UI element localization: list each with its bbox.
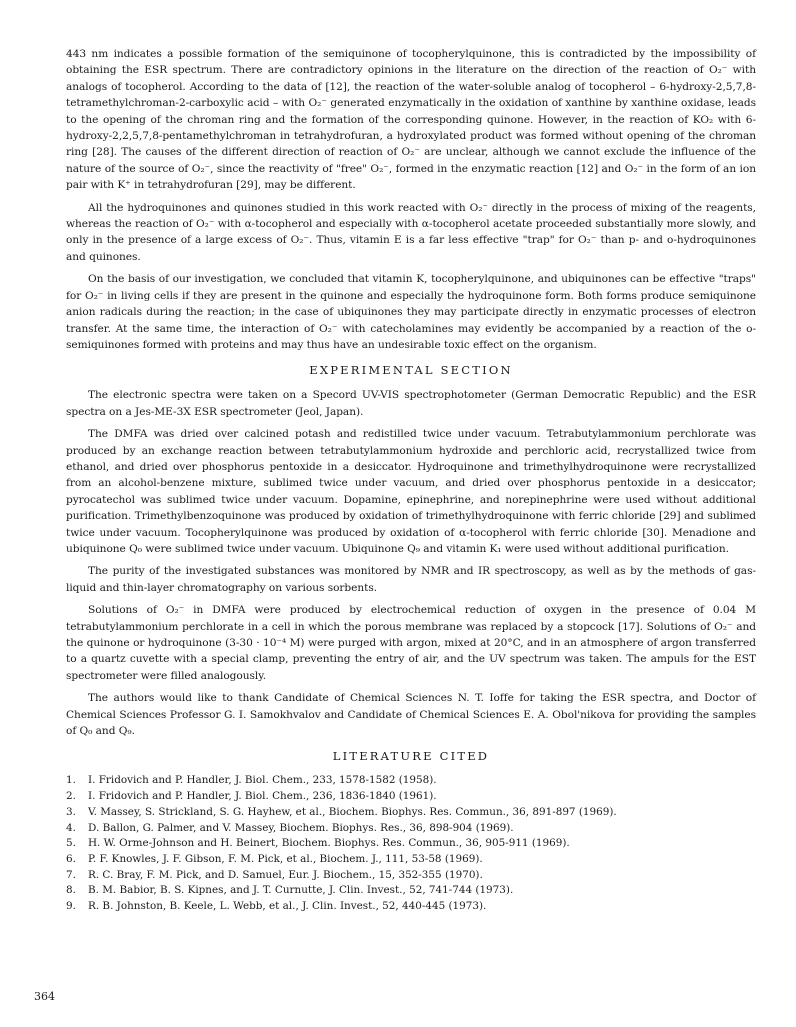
acknowledgments: The authors would like to thank Candidate of Chemical Sciences N. T. Ioffe for taking the ESR spectra, and Doctor of Chemical Sciences Professor G. I. Samokhvalov and Candidate of Chemical Sciences E. A. Obol'nikova for providing the samples of Q₀ and Q₉. bbox=[66, 692, 756, 738]
reference-item bbox=[66, 789, 756, 805]
experimental-heading: EXPERIMENTAL SECTION bbox=[309, 363, 513, 378]
reference-text: I. Fridovich and P. Handler, J. Biol. Chem., 233, 1578-1582 (1958). bbox=[88, 774, 437, 787]
page-body bbox=[66, 46, 756, 915]
reference-number: 8. bbox=[66, 884, 76, 897]
reference-item bbox=[66, 836, 756, 852]
reference-number: 6. bbox=[66, 852, 76, 865]
reference-number: 2. bbox=[66, 790, 76, 803]
reference-text: H. W. Orme-Johnson and H. Beinert, Biochem. Biophys. Res. Commun., 36, 905-911 (1969). bbox=[88, 837, 570, 850]
reference-number: 3. bbox=[66, 805, 76, 818]
reference-item bbox=[66, 805, 756, 821]
reference-text: I. Fridovich and P. Handler, J. Biol. Chem., 236, 1836-1840 (1961). bbox=[88, 790, 437, 803]
literature-heading: LITERATURE CITED bbox=[332, 749, 490, 764]
experimental-paragraph: The electronic spectra were taken on a Specord UV-VIS spectrophotometer (German Democratic Republic) and the ESR spectra on a Jes-ME-3X ESR spectrometer (Jeol, Japan). bbox=[66, 389, 756, 418]
page-number: 364 bbox=[34, 990, 55, 1003]
reference-number: 5. bbox=[66, 837, 76, 850]
paragraph-hydroquinones: All the hydroquinones and quinones studied in this work reacted with O₂⁻ directly in the process of mixing of the reagents, whereas the reaction of O₂⁻ with α-tocopherol and especially with α-tocopherol acetate proceeded substantially more slowly, and only in the presence of a large excess of O₂⁻. Thus, vitamin E is a far less effective "trap" for O₂⁻ than p- and o-hydroquinones and quinones. bbox=[66, 201, 756, 263]
experimental-paragraph: Solutions of O₂⁻ in DMFA were produced by electrochemical reduction of oxygen in the presence of 0.04 M tetrabutylammonium perchlorate in a cell in which the porous membrane was replaced by a stopcock [17]. Solutions of O₂⁻ and the quinone or hydroquinone (3-30 · 10⁻⁴ M) were purged with argon, mixed at 20°C, and in an atmosphere of argon transferred to a quartz cuvette with a special clamp, preventing the entry of air, and the UV spectrum was taken. The ampuls for the EST spectrometer were filled analogously. bbox=[66, 604, 756, 682]
reference-item bbox=[66, 852, 756, 868]
reference-list bbox=[66, 773, 756, 914]
reference-text: D. Ballon, G. Palmer, and V. Massey, Biochem. Biophys. Res., 36, 898-904 (1969). bbox=[88, 821, 514, 834]
reference-item bbox=[66, 773, 756, 789]
reference-item bbox=[66, 821, 756, 837]
experimental-paragraph: The DMFA was dried over calcined potash and redistilled twice under vacuum. Tetrabutylammonium perchlorate was produced by an exchange reaction between tetrabutylammonium hydroxide and perchloric acid, recrystallized twice from ethanol, and dried over phosphorus pentoxide in a desiccator. Hydroquinone and trimethylhydroquinone were recrystallized from an alcohol-benzene mixture, sublimed twice under vacuum, and dried over phosphorus pentoxide in a desiccator; pyrocatechol was sublimed twice under vacuum. Dopamine, epinephrine, and norepinephrine were used without additional purification. Trimethylbenzoquinone was produced by oxidation of trimethylhydroquinone with ferric chloride [29] and sublimed twice under vacuum. Tocopherylquinone was produced by oxidation of α-tocopherol with ferric chloride [30]. Menadione and ubiquinone Q₀ were sublimed twice under vacuum. Ubiquinone Q₉ and vitamin K₁ were used without additional purification. bbox=[66, 428, 756, 555]
reference-number: 4. bbox=[66, 821, 76, 834]
paragraph-continued: 443 nm indicates a possible formation of the semiquinone of tocopherylquinone, this is contradicted by the impossibility of obtaining the ESR spectrum. There are contradictory opinions in the literature on the direction of the reaction of O₂⁻ with analogs of tocopherol. According to the data of [12], the reaction of the water-soluble analog of tocopherol – 6-hydroxy-2,5,7,8-tetramethylchroman-2-carboxylic acid – with O₂⁻ generated enzymatically in the oxidation of xanthine by xanthine oxidase, leads to the opening of the chroman ring and the formation of the corresponding quinone. However, in the reaction of KO₂ with 6-hydroxy-2,2,5,7,8-pentamethylchroman in tetrahydrofuran, a hydroxylated product was formed without opening of the chroman ring [28]. The causes of the different direction of reaction of O₂⁻ are unclear, although we cannot exclude the influence of the nature of the source of O₂⁻, since the reactivity of "free" O₂⁻, formed in the enzymatic reaction [12] and O₂⁻ in the form of an ion pair with K⁺ in tetrahydrofuran [29], may be different. bbox=[66, 48, 756, 192]
experimental-paragraph: The purity of the investigated substances was monitored by NMR and IR spectroscopy, as well as by the methods of gas-liquid and thin-layer chromatography on various sorbents. bbox=[66, 565, 756, 594]
reference-text: R. C. Bray, F. M. Pick, and D. Samuel, Eur. J. Biochem., 15, 352-355 (1970). bbox=[88, 868, 483, 881]
reference-text: R. B. Johnston, B. Keele, L. Webb, et al., J. Clin. Invest., 52, 440-445 (1973). bbox=[88, 900, 487, 913]
paragraph-conclusion: On the basis of our investigation, we concluded that vitamin K, tocopherylquinone, and ubiquinones can be effective "traps" for O₂⁻ in living cells if they are present in the quinone and especially the hydroquinone form. Both forms produce semiquinone anion radicals during the reaction; in the case of ubiquinones they may participate directly in enzymatic processes of electron transfer. At the same time, the interaction of O₂⁻ with catecholamines may evidently be accompanied by a reaction of the o-semiquinones formed with proteins and may thus have an undesirable toxic effect on the organism. bbox=[66, 273, 756, 351]
reference-number: 1. bbox=[66, 774, 76, 787]
reference-text: B. M. Babior, B. S. Kipnes, and J. T. Curnutte, J. Clin. Invest., 52, 741-744 (1973). bbox=[88, 884, 514, 897]
reference-item bbox=[66, 899, 756, 915]
reference-number: 7. bbox=[66, 868, 76, 881]
reference-text: V. Massey, S. Strickland, S. G. Hayhew, et al., Biochem. Biophys. Res. Commun., 36, 891-897 (1969). bbox=[88, 805, 617, 818]
reference-number: 9. bbox=[66, 900, 76, 913]
reference-item bbox=[66, 883, 756, 899]
reference-item bbox=[66, 868, 756, 884]
reference-text: P. F. Knowles, J. F. Gibson, F. M. Pick, et al., Biochem. J., 111, 53-58 (1969). bbox=[88, 852, 483, 865]
